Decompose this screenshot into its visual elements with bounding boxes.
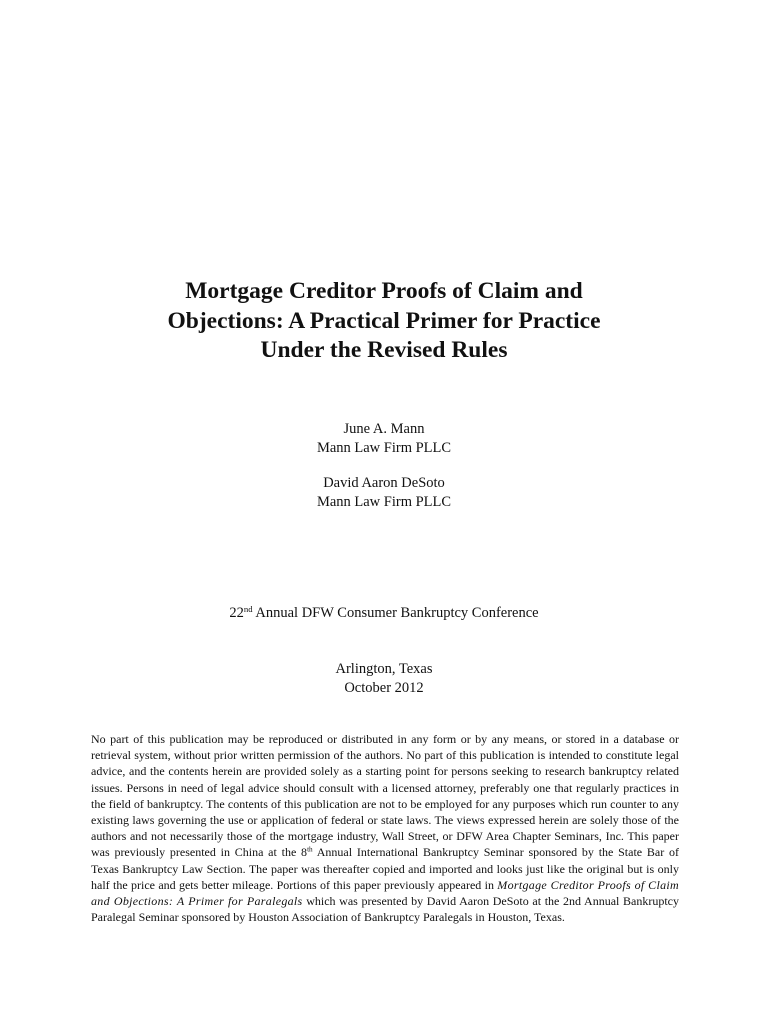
disclaimer-text-part1: No part of this publication may be reproduced or distributed in any form or by any means, or stored in a database or retrieval system, without prior written permission of the authors. No part of this publication is intended to constitute legal advice, and the contents herein are provided solely as a starting point for persons seeking to research bankruptcy related issues. Persons in need of legal advice should consult with a licensed attorney, preferably one that regularly practices in the field of bankruptcy. The contents of this publication are not to be employed for any purposes which run counter to any existing laws governing the use or application of federal or state laws. The views expressed herein are solely those of the authors and not necessarily those of the mortgage industry, Wall Street, or DFW Area Chapter Seminars, Inc. This paper was previously presented in China at the 8 [91, 732, 679, 860]
disclaimer-text-part2: Annual International Bankruptcy Seminar sponsored by the State Bar of Texas Bankruptcy Law Section. The paper was thereafter copied and imported and looks just like the original but is only half the price and gets better mileage. Portions of this paper previously appeared in [91, 845, 679, 892]
disclaimer-cited-title: Mortgage Creditor Proofs of Claim and Objections: A Primer for Paralegals [91, 877, 679, 909]
conference-name [134, 604, 634, 622]
location-date: October 2012 [344, 679, 424, 696]
author-block [184, 420, 584, 457]
disclaimer-paragraph [91, 731, 679, 925]
author-name: David Aaron DeSoto [323, 475, 445, 491]
conference-ordinal-number: 22 [229, 605, 244, 621]
author-name: June A. Mann [343, 421, 425, 437]
location-block [234, 660, 534, 697]
author-list [184, 420, 584, 528]
disclaimer-ordinal-suffix: th [307, 846, 313, 855]
title-line-1: Mortgage Creditor Proofs of Claim and [185, 278, 583, 304]
document-title [84, 277, 684, 366]
conference-title: Annual DFW Consumer Bankruptcy Conference [255, 605, 539, 621]
location-city: Arlington, Texas [335, 661, 433, 677]
title-line-3: Under the Revised Rules [260, 337, 508, 363]
author-firm: Mann Law Firm PLLC [316, 439, 452, 456]
title-line-2: Objections: A Practical Primer for Practice [167, 307, 601, 334]
author-block [184, 474, 584, 511]
author-firm: Mann Law Firm PLLC [316, 493, 452, 510]
conference-ordinal-suffix: nd [243, 603, 253, 614]
disclaimer-text-part3: which was presented by David Aaron DeSoto at the 2nd Annual Bankruptcy Paralegal Seminar sponsored by Houston Association of Bankruptcy Paralegals in Houston, Texas. [91, 894, 679, 925]
